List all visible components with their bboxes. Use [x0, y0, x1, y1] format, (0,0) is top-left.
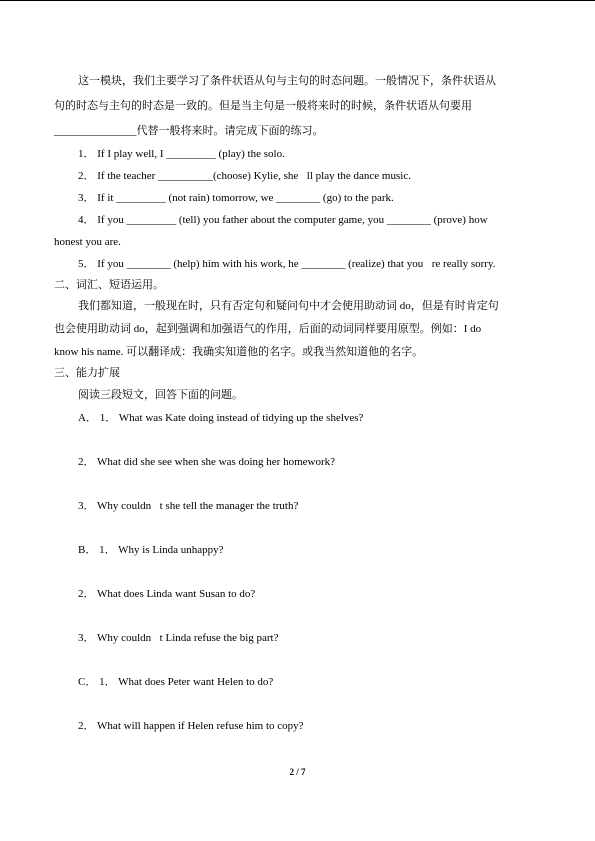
- question-item: 3． Why couldn t she tell the manager the truth?: [78, 500, 299, 512]
- text-line: know his name. 可以翻译成：我确实知道他的名字。或我当然知道他的名字。: [54, 346, 424, 358]
- page-number: 2 / 7: [289, 767, 306, 777]
- exercise-item: 5． If you ________ (help) him with his work, he ________ (realize) that you re really sorry.: [78, 258, 496, 270]
- exercise-item: 1． If I play well, I _________ (play) the solo.: [78, 148, 285, 160]
- question-item: 2． What does Linda want Susan to do?: [78, 588, 256, 600]
- text-line: 也会使用助动词 do，起到强调和加强语气的作用，后面的动词同样要用原型。例如：I do: [54, 323, 482, 335]
- text-line: 这一模块，我们主要学习了条件状语从句与主句的时态问题。一般情况下，条件状语从: [78, 75, 496, 87]
- question-item: 3． Why couldn t Linda refuse the big part?: [78, 632, 279, 644]
- question-item: B． 1． Why is Linda unhappy?: [78, 544, 224, 556]
- question-item: 2． What did she see when she was doing her homework?: [78, 456, 336, 468]
- question-item: C． 1． What does Peter want Helen to do?: [78, 676, 274, 688]
- top-rule: [0, 0, 595, 1]
- question-item: A． 1． What was Kate doing instead of tidying up the shelves?: [78, 412, 364, 424]
- exercise-item: 4． If you _________ (tell) you father about the computer game, you ________ (prove) how: [78, 214, 488, 226]
- exercise-item: 2． If the teacher __________(choose) Kylie, she ll play the dance music.: [78, 170, 411, 182]
- exercise-item-continuation: honest you are.: [54, 236, 121, 248]
- section-heading: 三、能力扩展: [54, 367, 120, 379]
- text-line: _______________代替一般将来时。请完成下面的练习。: [54, 125, 324, 137]
- text-line: 句的时态与主句的时态是一致的。但是当主句是一般将来时的时候，条件状语从句要用: [54, 100, 472, 112]
- text-line: 我们都知道，一般现在时，只有否定句和疑问句中才会使用助动词 do，但是有时肯定句: [78, 300, 499, 312]
- text-line: 阅读三段短文，回答下面的问题。: [78, 389, 243, 401]
- question-item: 2． What will happen if Helen refuse him to copy?: [78, 720, 304, 732]
- section-heading: 二、词汇、短语运用。: [54, 279, 164, 291]
- exercise-item: 3． If it _________ (not rain) tomorrow, we ________ (go) to the park.: [78, 192, 394, 204]
